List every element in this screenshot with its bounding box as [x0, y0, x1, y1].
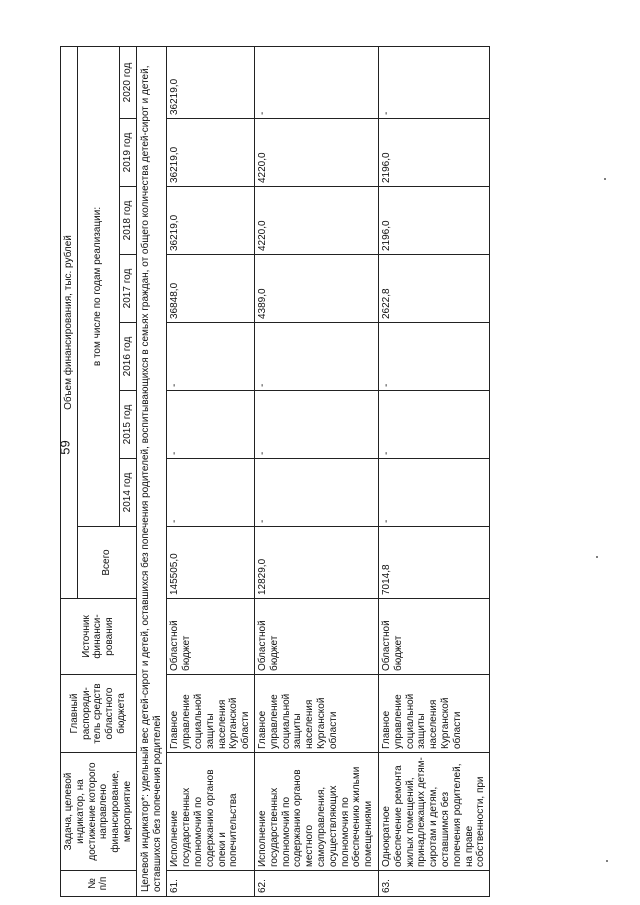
- row-year-value: 36219,0: [167, 118, 255, 186]
- row-task: Однократное обеспечение ремонта жилых помещений, принадлежащих детям-сиротам и детям, оставшимся без попечения родителей, на праве собственности, при: [378, 752, 489, 870]
- header-volume: Объем финансирования, тыс. рублей: [61, 46, 78, 598]
- row-num: 61.: [167, 870, 255, 896]
- row-year-value: -: [378, 458, 489, 526]
- header-including: в том числе по годам реализации:: [77, 46, 119, 526]
- row-task: Исполнение государственных полномочий по содержанию органов опеки и попечительства: [167, 752, 255, 870]
- row-year-value: -: [167, 322, 255, 390]
- header-manager: Главный распоряди-тель средств областного бюджета: [61, 674, 137, 752]
- row-year-value: 2196,0: [378, 186, 489, 254]
- financing-table: [57, 45, 490, 896]
- row-source: Областной бюджет: [254, 598, 378, 674]
- header-source: Источник финанси-рования: [61, 598, 137, 674]
- row-year-value: 2622,8: [378, 254, 489, 322]
- header-year: 2017 год: [119, 254, 136, 322]
- header-year: 2016 год: [119, 322, 136, 390]
- row-year-value: -: [378, 46, 489, 118]
- row-year-value: 36219,0: [167, 186, 255, 254]
- page-number: 59: [57, 440, 73, 455]
- header-year: 2015 год: [119, 390, 136, 458]
- header-year: 2020 год: [119, 46, 136, 118]
- row-year-value: -: [254, 458, 378, 526]
- row-total: 145505,0: [167, 526, 255, 598]
- header-year: 2019 год: [119, 118, 136, 186]
- row-year-value: -: [378, 322, 489, 390]
- row-manager: Главное управление социальной защиты населения Курганской области: [378, 674, 489, 752]
- row-year-value: -: [378, 390, 489, 458]
- row-year-value: 4389,0: [254, 254, 378, 322]
- row-total: 7014,8: [378, 526, 489, 598]
- row-source: Областной бюджет: [167, 598, 255, 674]
- table-row: [378, 46, 489, 896]
- row-year-value: -: [254, 390, 378, 458]
- row-total: 12829,0: [254, 526, 378, 598]
- row-year-value: -: [254, 322, 378, 390]
- rotated-table-container: [57, 57, 580, 897]
- header-total: Всего: [77, 526, 136, 598]
- header-task: Задача, целевой индикатор, на достижение которого направлено финансирование, мероприятие: [61, 752, 137, 870]
- target-indicator: Целевой индикатор*: удельный вес детей-сирот и детей, оставшихся без попечения родителей, воспитывающихся в семьях граждан, от общего количества детей-сирот и детей, оставшихся без попечения родителей: [136, 46, 167, 896]
- scan-speck: [604, 178, 606, 180]
- row-year-value: -: [254, 46, 378, 118]
- row-source: Областной бюджет: [378, 598, 489, 674]
- scan-speck: [596, 556, 598, 558]
- header-year: 2018 год: [119, 186, 136, 254]
- header-year: 2014 год: [119, 458, 136, 526]
- scan-speck: [606, 860, 608, 862]
- row-year-value: 36219,0: [167, 46, 255, 118]
- row-num: 63.: [378, 870, 489, 896]
- row-manager: Главное управление социальной защиты населения Курганской области: [254, 674, 378, 752]
- row-num: 62.: [254, 870, 378, 896]
- row-manager: Главное управление социальной защиты населения Курганской области: [167, 674, 255, 752]
- row-year-value: 36848,0: [167, 254, 255, 322]
- row-year-value: 4220,0: [254, 186, 378, 254]
- row-year-value: 4220,0: [254, 118, 378, 186]
- row-year-value: -: [167, 390, 255, 458]
- row-year-value: -: [167, 458, 255, 526]
- row-year-value: 2196,0: [378, 118, 489, 186]
- header-num: № п/п: [61, 870, 137, 896]
- row-task: Исполнение государственных полномочий по содержанию органов местного самоуправления, осуществляющих полномочия по обеспечению жильми помещениями: [254, 752, 378, 870]
- table-row: [254, 46, 378, 896]
- table-row: [167, 46, 255, 896]
